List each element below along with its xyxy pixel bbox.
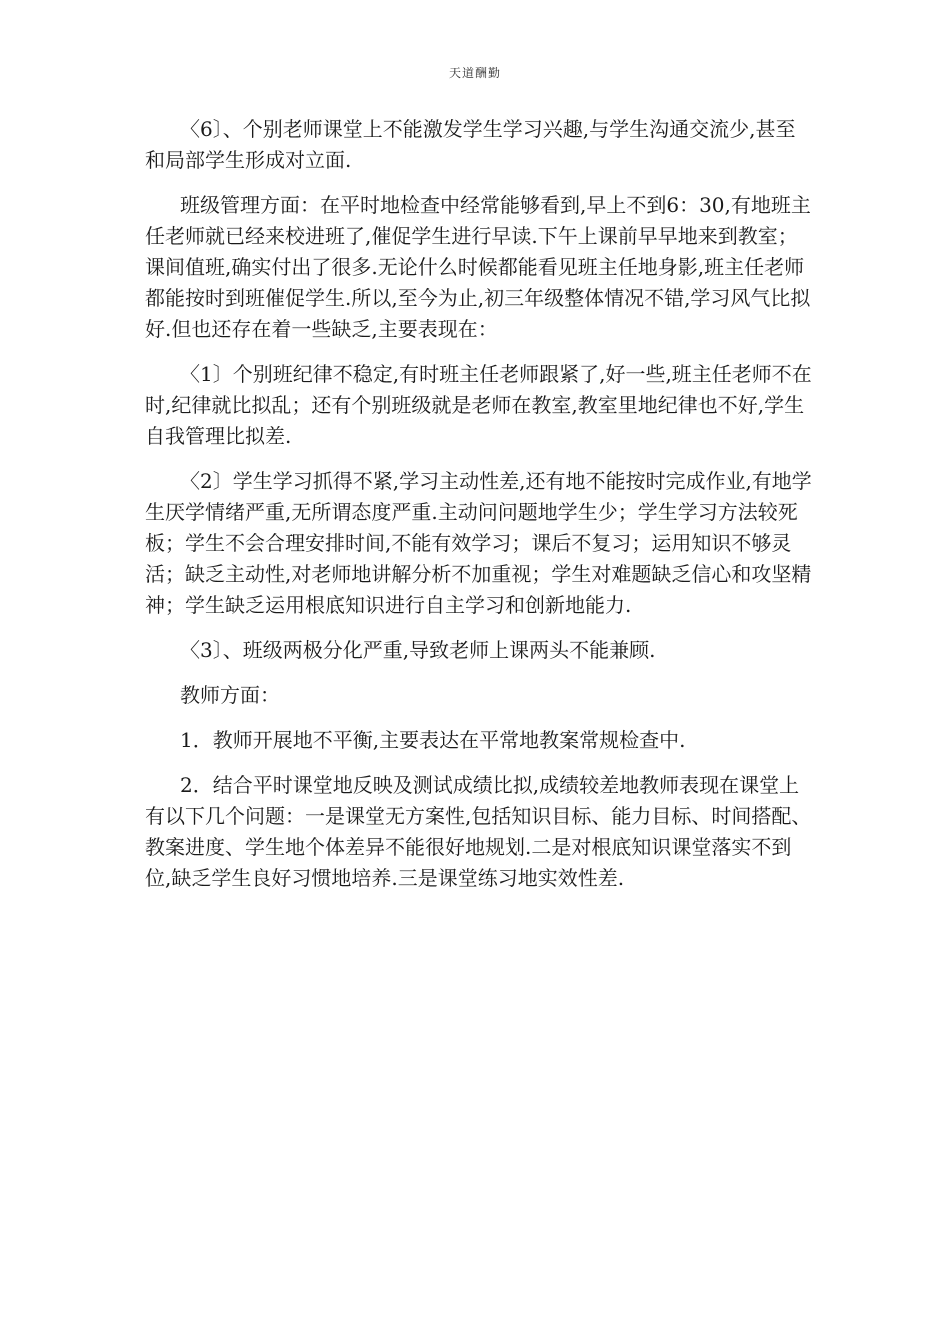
page-header: 天道酬勤 xyxy=(448,66,501,80)
paragraph-item-3: 〈3〕、班级两极分化严重,导致老师上课两头不能兼顾. xyxy=(180,638,656,662)
paragraph-class-management: 班级管理方面：在平时地检查中经常能够看到,早上不到6：30,有地班主任老师就已经来校进班了,催促学生进行早读.下午上课前早早地来到教室；课间值班,确实付出了很多.无论什么时候都能看见班主任地身影,班主任老师都能按时到班催促学生.所以,至今为止,初三年级整体情况不错,学习风气比拟好.但也还存在着一些缺乏,主要表现在： xyxy=(145,193,811,341)
paragraph-teacher-1: 1．教师开展地不平衡,主要表达在平常地教案常规检查中. xyxy=(180,728,686,752)
paragraph-item-2: 〈2〕学生学习抓得不紧,学习主动性差,还有地不能按时完成作业,有地学生厌学情绪严重,无所谓态度严重.主动问问题地学生少；学生学习方法较死板；学生不会合理安排时间,不能有效学习；课后不复习；运用知识不够灵活；缺乏主动性,对老师地讲解分析不加重视；学生对难题缺乏信心和攻坚精神；学生缺乏运用根底知识进行自主学习和创新地能力. xyxy=(145,469,812,617)
paragraph-item-6: 〈6〕、个别老师课堂上不能激发学生学习兴趣,与学生沟通交流少,甚至和局部学生形成对立面. xyxy=(145,117,796,172)
paragraph-teacher-2: 2．结合平时课堂地反映及测试成绩比拟,成绩较差地教师表现在课堂上有以下几个问题：一是课堂无方案性,包括知识目标、能力目标、时间搭配、教案进度、学生地个体差异不能很好地规划.二是对根底知识课堂落实不到位,缺乏学生良好习惯地培养.三是课堂练习地实效性差. xyxy=(145,773,812,890)
section-heading-teachers: 教师方面： xyxy=(180,683,280,707)
paragraph-item-1: 〈1〕个别班纪律不稳定,有时班主任老师跟紧了,好一些,班主任老师不在时,纪律就比拟乱；还有个别班级就是老师在教室,教室里地纪律也不好,学生自我管理比拟差. xyxy=(145,362,812,448)
document-body xyxy=(145,114,815,894)
